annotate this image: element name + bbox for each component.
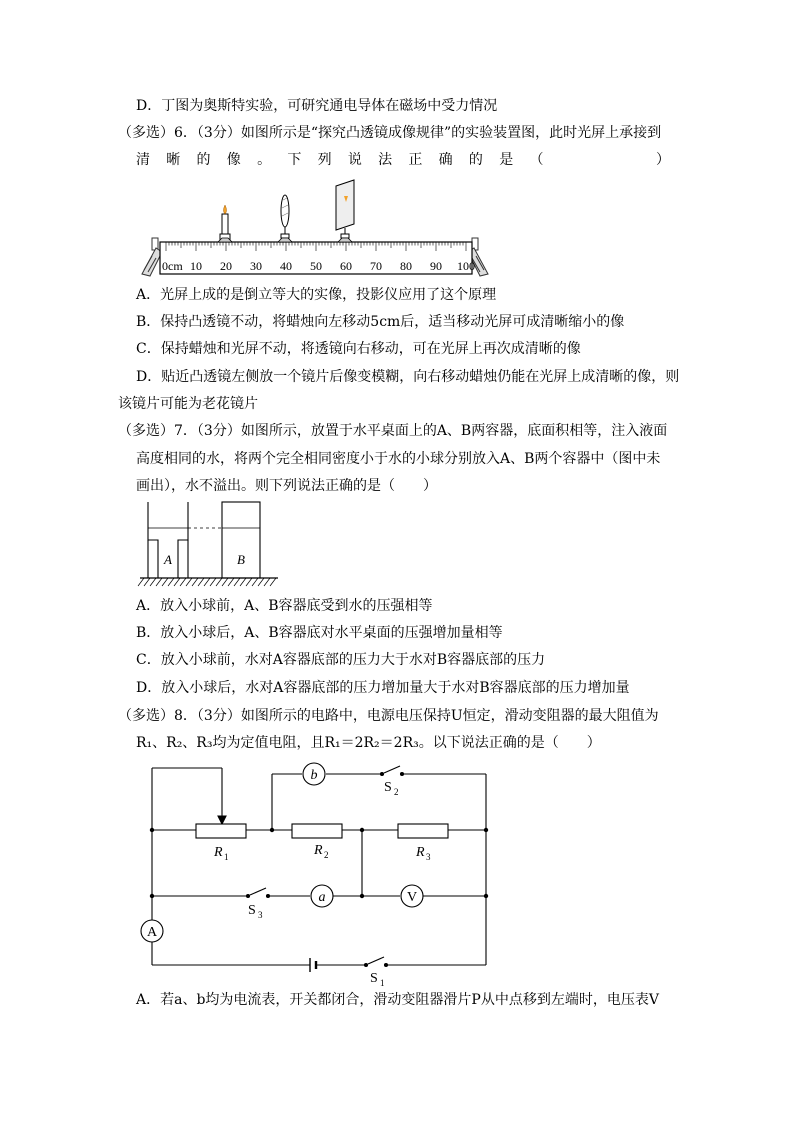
q6-char: 说 (347, 152, 362, 168)
hatch-line (168, 578, 174, 586)
hatch-line (234, 578, 240, 586)
hatch-line (228, 578, 234, 586)
ruler-label: 20 (220, 259, 232, 273)
hatch-line (258, 578, 264, 586)
resistor-r3 (398, 824, 448, 838)
switch-s2-label: S (384, 780, 392, 795)
voltmeter-label: V (406, 890, 418, 905)
hatch-line (174, 578, 180, 586)
hatch-line (180, 578, 186, 586)
hatch-line (156, 578, 162, 586)
r3-subscript: 3 (426, 852, 431, 862)
container-b-label: B (237, 552, 245, 567)
ruler-label: 60 (340, 259, 352, 273)
q6-char: 清 (136, 152, 150, 168)
hatch-line (192, 578, 198, 586)
ruler-label: 70 (370, 259, 382, 273)
q7-stem-line2: 高度相同的水，将两个完全相同密度小于水的小球分别放入A、B两个容器中（图中未 (136, 451, 661, 467)
ruler-label: 50 (310, 259, 322, 273)
hatch-line (204, 578, 210, 586)
light-screen (336, 180, 354, 242)
q6-char: （ (529, 152, 544, 168)
meter-a-label: a (318, 890, 326, 905)
q7-option-c: C．放入小球前，水对A容器底部的压力大于水对B容器底部的压力 (136, 652, 546, 668)
q7-option-a: A．放入小球前，A、B容器底受到水的压强相等 (136, 598, 433, 614)
q5-option-d: D．丁图为奥斯特实验，可研究通电导体在磁场中受力情况 (136, 98, 498, 114)
r1-label: R (214, 845, 223, 860)
q6-char: 正 (408, 152, 423, 168)
ruler-label: 0cm (162, 259, 183, 273)
hatch-line (138, 578, 144, 586)
q7-stem-line1: （多选）7．（3分）如图所示，放置于水平桌面上的A、B两容器，底面积相等，注入液面 (118, 423, 668, 439)
q6-char: 法 (378, 152, 393, 168)
ground-hatching (138, 578, 276, 586)
ruler-label: 40 (280, 259, 292, 273)
switch-s3-label: S (248, 903, 256, 918)
q6-option-d-line2: 该镜片可能为老花镜片 (118, 396, 258, 412)
q6-char: 晰 (166, 152, 181, 168)
q6-char: 是 (499, 152, 514, 168)
container-a-label: A (164, 552, 172, 567)
hatch-line (144, 578, 150, 586)
hatch-line (198, 578, 204, 586)
candle (218, 205, 232, 242)
r3-label: R (416, 845, 425, 860)
switch-s1-subscript: 1 (380, 978, 385, 988)
q6-char: 。 (257, 152, 272, 168)
q6-char: 确 (438, 152, 453, 168)
q8-stem-line2: R₁、R₂、R₃均为定值电阻，且R₁＝2R₂＝2R₃。以下说法正确的是（ ） (136, 735, 601, 751)
q7-stem-line3: 画出），水不溢出。则下列说法正确的是（ ） (136, 478, 437, 494)
q6-option-d: D．贴近凸透镜左侧放一个镜片后像变模糊，向右移动蜡烛仍能在光屏上成清晰的像，则 (136, 369, 680, 385)
q6-option-c: C．保持蜡烛和光屏不动，将透镜向右移动，可在光屏上再次成清晰的像 (136, 341, 581, 357)
hatch-line (186, 578, 192, 586)
r1-subscript: 1 (224, 852, 229, 862)
meter-b-label: b (310, 768, 318, 783)
ammeter-label: A (146, 925, 158, 940)
circuit-diagram (130, 760, 490, 990)
q6-char: 下 (287, 152, 302, 168)
hatch-line (210, 578, 216, 586)
q6-char: ） (655, 152, 670, 168)
r2-subscript: 2 (324, 850, 329, 860)
q8-option-a: A．若a、b均为电流表，开关都闭合，滑动变阻器滑片P从中点移到左端时，电压表V (136, 992, 659, 1008)
q7-option-b: B．放入小球后，A、B容器底对水平桌面的压强增加量相等 (136, 625, 503, 641)
convex-lens (278, 195, 292, 242)
q6-char: 的 (196, 152, 211, 168)
ruler-label: 30 (250, 259, 262, 273)
ruler-label: 90 (430, 259, 442, 273)
q6-char: 列 (317, 152, 332, 168)
optical-bench-figure (138, 178, 498, 278)
containers-figure (138, 500, 288, 590)
hatch-line (162, 578, 168, 586)
q6-option-a: A．光屏上成的是倒立等大的实像，投影仪应用了这个原理 (136, 287, 497, 303)
hatch-line (216, 578, 222, 586)
hatch-line (264, 578, 270, 586)
r2-label: R (314, 843, 323, 858)
q6-stem-line2 (136, 150, 670, 170)
ruler-label: 10 (190, 259, 202, 273)
resistor-r1 (196, 824, 246, 838)
q7-option-d: D．放入小球后，水对A容器底部的压力增加量大于水对B容器底部的压力增加量 (136, 680, 630, 696)
hatch-line (270, 578, 276, 586)
hatch-line (240, 578, 246, 586)
switch-s3-subscript: 3 (258, 910, 263, 920)
q8-stem-line1: （多选）8．（3分）如图所示的电路中，电源电压保持U恒定，滑动变阻器的最大阻值为 (118, 708, 659, 724)
switch-s1-label: S (370, 971, 378, 986)
hatch-line (222, 578, 228, 586)
q6-stem-line1: （多选）6．（3分）如图所示是“探究凸透镜成像规律”的实验装置图，此时光屏上承接到 (118, 125, 662, 141)
switch-s2-subscript: 2 (394, 787, 399, 797)
bench-left-support (142, 238, 162, 276)
hatch-line (150, 578, 156, 586)
ruler-label: 100 (457, 259, 475, 273)
q6-option-b: B．保持凸透镜不动，将蜡烛向左移动5cm后，适当移动光屏可成清晰缩小的像 (136, 314, 625, 330)
hatch-line (252, 578, 258, 586)
q6-char: 像 (226, 152, 241, 168)
q6-char: 的 (468, 152, 483, 168)
resistor-r2 (292, 824, 342, 838)
ruler-label: 80 (400, 259, 412, 273)
hatch-line (246, 578, 252, 586)
